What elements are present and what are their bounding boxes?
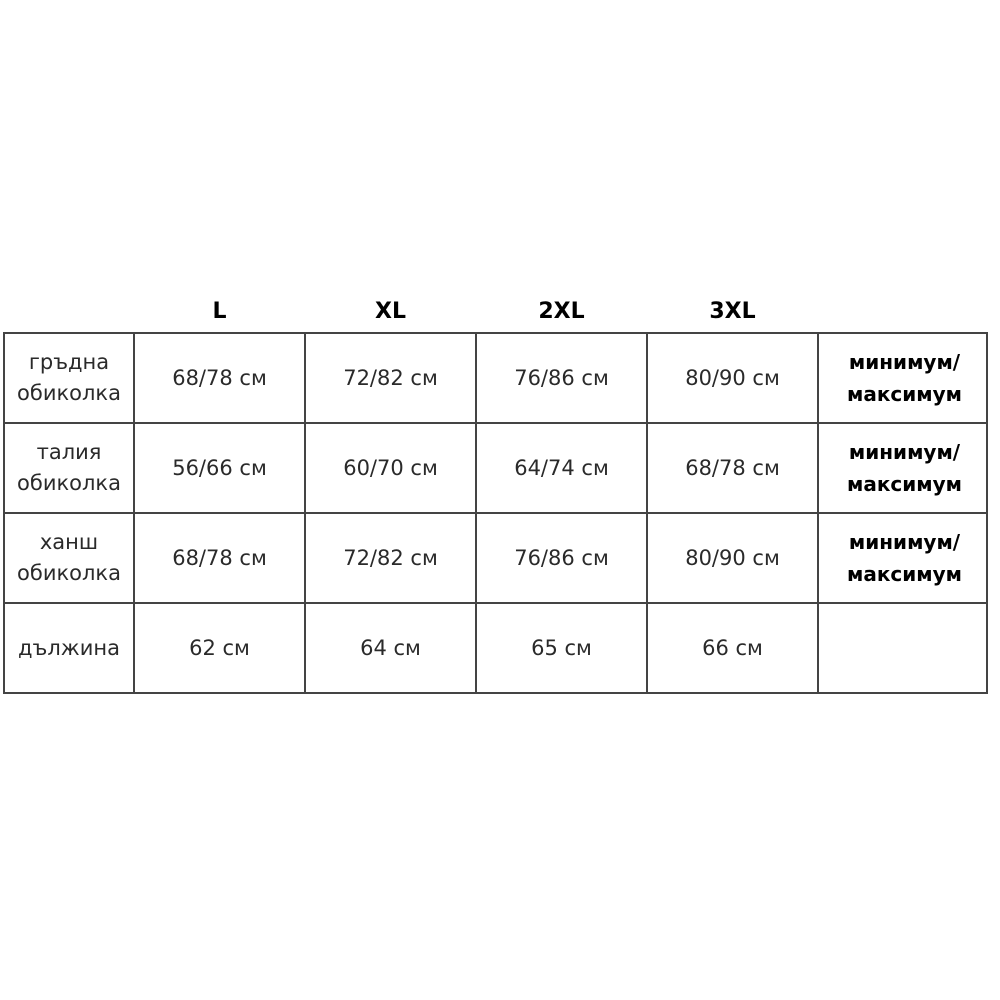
note-hips: [818, 513, 987, 603]
table-row: [4, 333, 987, 423]
cell-waist-2xl: 64/74 см: [476, 423, 647, 513]
row-label-hips: [4, 513, 134, 603]
cell-hips-2xl: 76/86 см: [476, 513, 647, 603]
table-row: [4, 423, 987, 513]
row-label-line: обиколка: [17, 561, 121, 585]
note-line: максимум: [846, 472, 963, 496]
note-line: минимум/: [848, 530, 961, 554]
row-label-waist: [4, 423, 134, 513]
header-size-xl: XL: [305, 290, 476, 333]
cell-waist-xl: 60/70 см: [305, 423, 476, 513]
row-label-line: обиколка: [17, 381, 121, 405]
header-cell-note: [818, 290, 987, 333]
cell-length-xl: 64 см: [305, 603, 476, 693]
header-row: [4, 290, 987, 333]
header-size-3xl: 3XL: [647, 290, 818, 333]
cell-length-l: 62 см: [134, 603, 305, 693]
cell-waist-3xl: 68/78 см: [647, 423, 818, 513]
row-label-line: гръдна: [28, 350, 110, 374]
note-chest: [818, 333, 987, 423]
header-size-l: L: [134, 290, 305, 333]
note-line: максимум: [846, 382, 963, 406]
note-length-empty: [818, 603, 987, 693]
size-chart-table: [3, 290, 988, 694]
table-row: [4, 513, 987, 603]
cell-chest-2xl: 76/86 см: [476, 333, 647, 423]
cell-length-2xl: 65 см: [476, 603, 647, 693]
header-cell-empty: [4, 290, 134, 333]
cell-hips-3xl: 80/90 см: [647, 513, 818, 603]
note-waist: [818, 423, 987, 513]
row-label-line: ханш: [39, 530, 99, 554]
cell-hips-l: 68/78 см: [134, 513, 305, 603]
cell-chest-xl: 72/82 см: [305, 333, 476, 423]
cell-hips-xl: 72/82 см: [305, 513, 476, 603]
row-label-chest: [4, 333, 134, 423]
note-line: минимум/: [848, 440, 961, 464]
note-line: максимум: [846, 562, 963, 586]
header-size-2xl: 2XL: [476, 290, 647, 333]
row-label-line: талия: [36, 440, 102, 464]
row-label-line: дължина: [18, 635, 120, 660]
row-label-length: [4, 603, 134, 693]
cell-waist-l: 56/66 см: [134, 423, 305, 513]
cell-chest-l: 68/78 см: [134, 333, 305, 423]
note-line: минимум/: [848, 350, 961, 374]
row-label-line: обиколка: [17, 471, 121, 495]
cell-chest-3xl: 80/90 см: [647, 333, 818, 423]
table-row: [4, 603, 987, 693]
cell-length-3xl: 66 см: [647, 603, 818, 693]
